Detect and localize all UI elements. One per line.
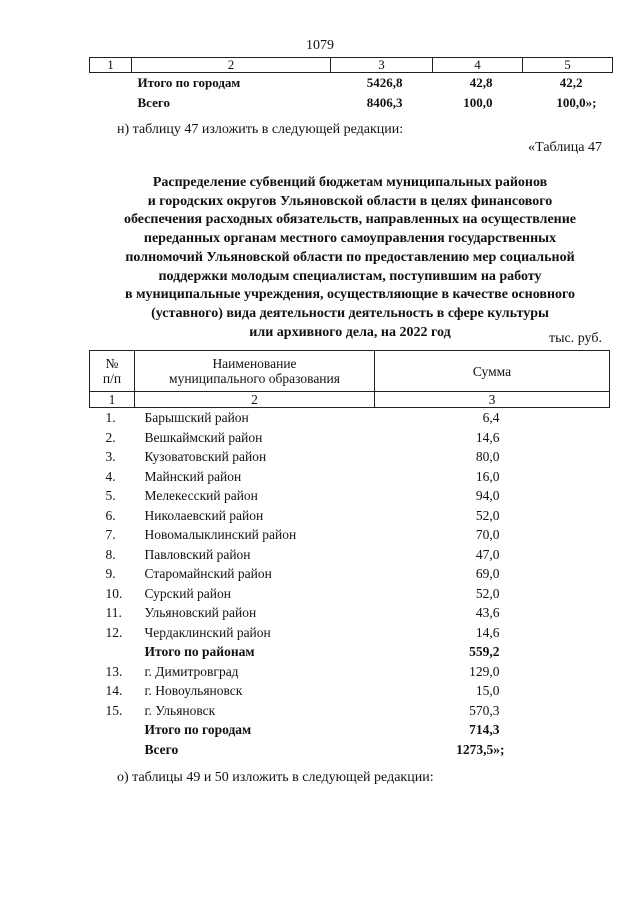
row-sum: 52,0 [475,507,500,523]
table-row [90,447,610,467]
row-name: Николаевский район [144,507,264,523]
row-name: Итого по городам [144,722,252,737]
row-number: 8. [105,546,116,562]
row-name: Старомайнский район [144,566,272,581]
row-sum: 43,6 [475,605,500,620]
row-number: 15. [105,702,123,718]
row-sum: 15,0 [475,683,500,698]
header-sum: Сумма [375,351,610,392]
row-name: г. Димитровград [144,663,239,679]
row-name: Майнский район [144,468,242,484]
row-sum: 80,0 [475,449,500,464]
title-line: Распределение субвенций бюджетам муниципальных районов [152,175,548,190]
row-number: 7. [105,527,116,542]
row-sum: 94,0 [475,488,500,503]
cell-value: 5426,8 [366,75,403,90]
row-sum: 52,0 [475,585,500,601]
title-line: в муниципальные учреждения, осуществляющие в качестве основного [124,287,576,303]
row-number [90,740,135,760]
table-row [90,564,610,584]
subsidy-table [89,350,610,759]
cell-value: 100,0 [463,95,493,110]
row-name: Ульяновский район [144,605,257,620]
row-sum: 47,0 [475,546,500,562]
table-row [90,525,610,545]
row-sum: 70,0 [475,527,500,542]
row-number: 10. [105,585,123,601]
table-row [90,603,610,623]
row-name: Новомалыклинский район [144,527,297,542]
table-row [90,584,610,604]
title-line: или архивного дела, на 2022 год [249,324,451,340]
row-number: 12. [105,624,123,640]
table-body [90,408,610,760]
row-name: Вешкаймский район [144,429,263,445]
title-line: поддержки молодым специалистам, поступившим на работу [158,268,542,284]
table-reference: «Таблица 47 [528,140,602,155]
row-name: Барышский район [144,410,249,425]
table-header-row [90,351,610,392]
table-row [90,486,610,506]
header-name: Наименование муниципального образования [135,351,375,392]
col-index-1: 1 [90,58,132,73]
row-label: Всего [137,95,170,110]
row-number: 2. [105,429,116,445]
paragraph-o: о) таблицы 49 и 50 изложить в следующей редакции: [117,770,434,785]
row-sum: 559,2 [469,644,500,659]
table-row [90,662,610,682]
total-cities-row [90,73,613,94]
row-sum: 714,3 [469,722,500,737]
row-sum: 69,0 [475,566,500,581]
row-name: г. Новоульяновск [144,683,243,698]
row-sum: 14,6 [475,624,500,640]
row-number: 1. [105,410,116,425]
index-cell: 3 [375,392,610,408]
continuation-table [89,57,613,113]
col-index-3: 3 [331,58,433,73]
row-number: 11. [105,605,122,620]
cell-value: 8406,3 [366,95,403,110]
row-number: 6. [105,507,116,523]
row-name: Сурский район [144,585,231,601]
index-cell: 2 [135,392,375,408]
col-index-4: 4 [433,58,523,73]
row-name: Всего [144,741,179,757]
paragraph-n: н) таблицу 47 изложить в следующей редакции: [117,122,404,137]
continuation-table-header [90,58,613,73]
row-sum: 14,6 [475,429,500,445]
header-number: № п/п [90,351,135,392]
row-number: 13. [105,663,123,679]
total-row [90,642,610,662]
row-label: Итого по городам [137,75,241,90]
title-line: и городских округов Ульяновской области в целях финансового [147,193,553,209]
table-row [90,428,610,448]
table-row [90,545,610,565]
row-name: г. Ульяновск [144,702,216,718]
index-cell: 1 [90,392,135,408]
row-number [90,642,135,662]
row-number: 3. [105,449,116,464]
cell-value: 100,0»; [556,95,597,110]
table-title [90,174,610,342]
row-number [90,720,135,740]
row-sum: 129,0 [469,663,500,679]
row-number: 5. [105,488,116,503]
row-sum: 1273,5»; [456,741,505,757]
col-index-5: 5 [523,58,613,73]
row-sum: 6,4 [482,410,500,425]
page-number: 1079 [306,38,334,53]
row-name: Мелекесский район [144,488,258,503]
title-line: обеспечения расходных обязательств, направленных на осуществление [123,212,577,228]
table-row [90,467,610,487]
row-sum: 16,0 [475,468,500,484]
title-line: полномочий Ульяновской области по предоставлению мер социальной [125,249,575,265]
total-row [90,720,610,740]
row-name: Итого по районам [144,644,255,659]
title-line: переданных органам местного самоуправления государственных [143,231,557,247]
cell-value: 42,8 [469,75,493,90]
row-name: Чердаклинский район [144,624,271,640]
table-row [90,408,610,428]
table-row [90,506,610,526]
table-index-row [90,392,610,408]
table-row [90,623,610,643]
title-line: (уставного) вида деятельности деятельность в сфере культуры [151,305,549,321]
units-label: тыс. руб. [549,331,602,346]
row-number: 14. [105,683,123,698]
table-row [90,681,610,701]
row-sum: 570,3 [469,702,500,718]
row-number: 4. [105,468,116,484]
total-row [90,740,610,760]
cell-value: 42,2 [559,75,583,90]
col-index-2: 2 [132,58,331,73]
row-name: Павловский район [144,546,251,562]
row-number: 9. [105,566,116,581]
grand-total-row [90,93,613,113]
row-name: Кузоватовский район [144,449,267,464]
table-row [90,701,610,721]
